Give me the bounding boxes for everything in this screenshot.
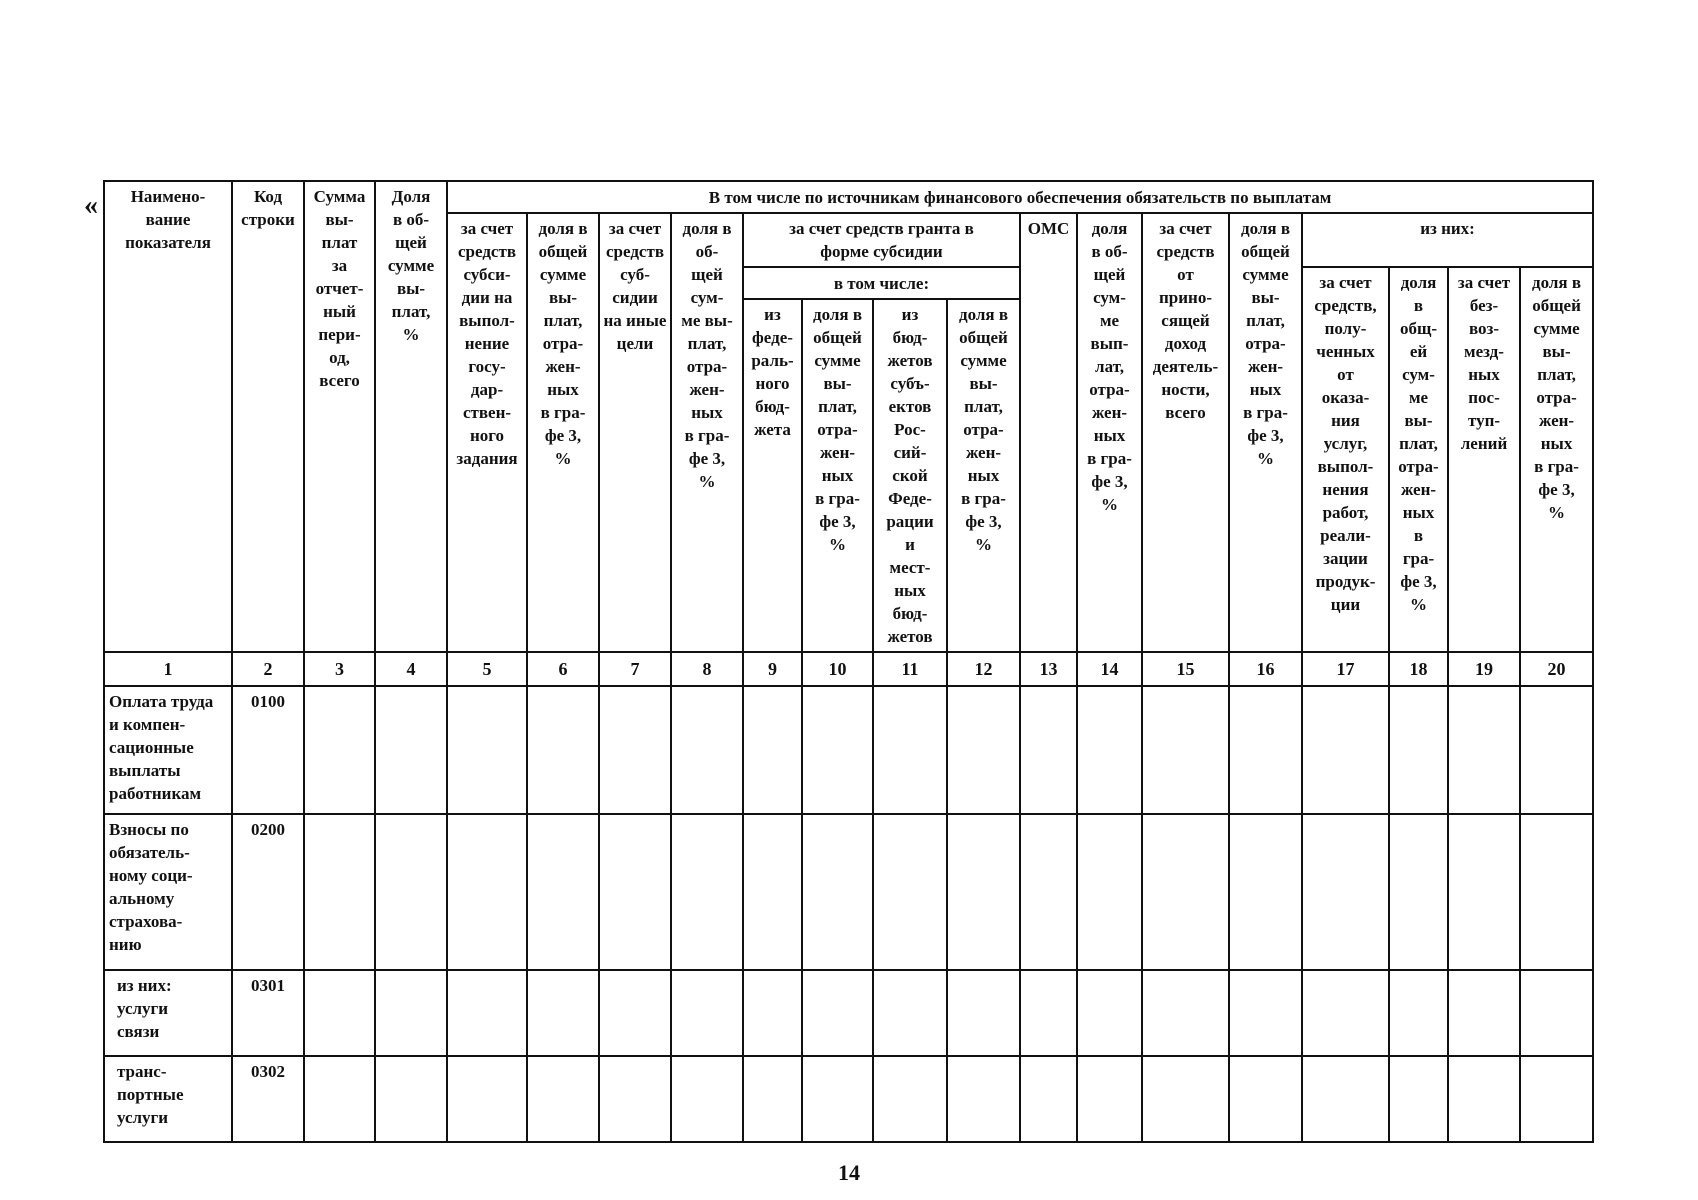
column-number: 12 xyxy=(947,652,1020,686)
empty-cell xyxy=(671,814,743,970)
empty-cell xyxy=(1077,970,1142,1056)
header-col-8: доля в об- щей сум- ме вы- плат, отра- жен- ных в гра- фе 3, % xyxy=(671,213,743,652)
column-number: 5 xyxy=(447,652,527,686)
header-including: в том числе: xyxy=(743,267,1020,299)
column-number: 14 xyxy=(1077,652,1142,686)
empty-cell xyxy=(1302,686,1389,814)
header-col-5: за счет средств субси- дии на выпол- нение госу- дар- ствен- ного задания xyxy=(447,213,527,652)
empty-cell xyxy=(1229,686,1302,814)
empty-cell xyxy=(527,686,599,814)
header-col-14: доля в об- щей сум- ме вып- лат, отра- жен- ных в гра- фе 3, % xyxy=(1077,213,1142,652)
empty-cell xyxy=(1020,686,1077,814)
table-row xyxy=(104,1056,1593,1142)
empty-cell xyxy=(1229,814,1302,970)
column-number: 1 xyxy=(104,652,232,686)
column-number: 2 xyxy=(232,652,304,686)
row-name: Взносы по обязатель- ному соци- альному страхова- нию xyxy=(104,814,232,970)
empty-cell xyxy=(873,814,947,970)
empty-cell xyxy=(1077,814,1142,970)
column-number: 7 xyxy=(599,652,671,686)
column-number: 9 xyxy=(743,652,802,686)
empty-cell xyxy=(1020,1056,1077,1142)
empty-cell xyxy=(375,970,447,1056)
header-col-13: ОМС xyxy=(1020,213,1077,652)
empty-cell xyxy=(1229,1056,1302,1142)
empty-cell xyxy=(1302,1056,1389,1142)
empty-cell xyxy=(743,686,802,814)
table-row xyxy=(104,814,1593,970)
column-number: 18 xyxy=(1389,652,1448,686)
empty-cell xyxy=(873,686,947,814)
row-code: 0301 xyxy=(232,970,304,1056)
empty-cell xyxy=(304,970,375,1056)
empty-cell xyxy=(1389,970,1448,1056)
empty-cell xyxy=(1020,970,1077,1056)
empty-cell xyxy=(802,686,873,814)
empty-cell xyxy=(304,1056,375,1142)
empty-cell xyxy=(1520,686,1593,814)
expenditure-form-table xyxy=(103,180,1594,1143)
column-number: 15 xyxy=(1142,652,1229,686)
empty-cell xyxy=(1520,814,1593,970)
header-col-7: за счет средств суб- сидии на иные цели xyxy=(599,213,671,652)
header-total-sum: Сумма вы- плат за отчет- ный пери- од, всего xyxy=(304,181,375,652)
header-of-them: из них: xyxy=(1302,213,1593,267)
page-number: 14 xyxy=(838,1160,860,1185)
empty-cell xyxy=(802,970,873,1056)
empty-cell xyxy=(599,686,671,814)
row-name: Оплата труда и компен- сационные выплаты работникам xyxy=(104,686,232,814)
header-col-15: за счет средств от прино- сящей доход деятель- ности, всего xyxy=(1142,213,1229,652)
empty-cell xyxy=(304,686,375,814)
empty-cell xyxy=(1229,970,1302,1056)
header-line-code: Код строки xyxy=(232,181,304,652)
header-col-17: за счет средств, полу- ченных от оказа- ния услуг, выпол- нения работ, реали- зации продук- ции xyxy=(1302,267,1389,652)
header-col-19: за счет без- воз- мезд- ных пос- туп- лений xyxy=(1448,267,1520,652)
empty-cell xyxy=(743,970,802,1056)
empty-cell xyxy=(1520,1056,1593,1142)
empty-cell xyxy=(1389,814,1448,970)
empty-cell xyxy=(947,970,1020,1056)
header-funding-sources: В том числе по источникам финансового обеспечения обязательств по выплатам xyxy=(447,181,1593,213)
header-col-10: доля в общей сумме вы- плат, отра- жен- ных в гра- фе 3, % xyxy=(802,299,873,652)
empty-cell xyxy=(1389,686,1448,814)
header-row-1 xyxy=(104,181,1593,213)
empty-cell xyxy=(743,814,802,970)
empty-cell xyxy=(599,814,671,970)
empty-cell xyxy=(1302,970,1389,1056)
empty-cell xyxy=(671,970,743,1056)
column-number: 19 xyxy=(1448,652,1520,686)
empty-cell xyxy=(1142,814,1229,970)
header-col-11: из бюд- жетов субъ- ектов Рос- сий- ской Феде- рации и мест- ных бюд- жетов xyxy=(873,299,947,652)
header-total-share: Доля в об- щей сумме вы- плат, % xyxy=(375,181,447,652)
column-number: 13 xyxy=(1020,652,1077,686)
empty-cell xyxy=(947,814,1020,970)
empty-cell xyxy=(1448,1056,1520,1142)
header-grant-subsidy: за счет средств гранта в форме субсидии xyxy=(743,213,1020,267)
empty-cell xyxy=(1448,970,1520,1056)
empty-cell xyxy=(947,1056,1020,1142)
empty-cell xyxy=(375,686,447,814)
header-col-16: доля в общей сумме вы- плат, отра- жен- ных в гра- фе 3, % xyxy=(1229,213,1302,652)
empty-cell xyxy=(1142,686,1229,814)
empty-cell xyxy=(447,970,527,1056)
header-indicator-name: Наимено- вание показателя xyxy=(104,181,232,652)
column-number: 3 xyxy=(304,652,375,686)
row-name: из них: услуги связи xyxy=(104,970,232,1056)
empty-cell xyxy=(527,814,599,970)
empty-cell xyxy=(1142,970,1229,1056)
empty-cell xyxy=(1077,1056,1142,1142)
empty-cell xyxy=(873,970,947,1056)
header-col-9: из феде- раль- ного бюд- жета xyxy=(743,299,802,652)
opening-quote-mark: « xyxy=(84,190,98,221)
row-name: транс- портные услуги xyxy=(104,1056,232,1142)
column-number: 6 xyxy=(527,652,599,686)
empty-cell xyxy=(743,1056,802,1142)
empty-cell xyxy=(873,1056,947,1142)
empty-cell xyxy=(1448,686,1520,814)
empty-cell xyxy=(599,970,671,1056)
empty-cell xyxy=(1020,814,1077,970)
empty-cell xyxy=(1389,1056,1448,1142)
empty-cell xyxy=(375,1056,447,1142)
column-number: 8 xyxy=(671,652,743,686)
empty-cell xyxy=(1520,970,1593,1056)
empty-cell xyxy=(802,1056,873,1142)
header-col-12: доля в общей сумме вы- плат, отра- жен- ных в гра- фе 3, % xyxy=(947,299,1020,652)
empty-cell xyxy=(1142,1056,1229,1142)
empty-cell xyxy=(527,1056,599,1142)
column-number-row xyxy=(104,652,1593,686)
empty-cell xyxy=(671,686,743,814)
empty-cell xyxy=(447,686,527,814)
column-number: 17 xyxy=(1302,652,1389,686)
empty-cell xyxy=(447,814,527,970)
header-col-18: доля в общ- ей сум- ме вы- плат, отра- жен- ных в гра- фе 3, % xyxy=(1389,267,1448,652)
empty-cell xyxy=(527,970,599,1056)
row-code: 0100 xyxy=(232,686,304,814)
table-row xyxy=(104,970,1593,1056)
empty-cell xyxy=(447,1056,527,1142)
empty-cell xyxy=(802,814,873,970)
empty-cell xyxy=(375,814,447,970)
column-number: 11 xyxy=(873,652,947,686)
empty-cell xyxy=(1302,814,1389,970)
empty-cell xyxy=(599,1056,671,1142)
column-number: 4 xyxy=(375,652,447,686)
empty-cell xyxy=(304,814,375,970)
table-row xyxy=(104,686,1593,814)
column-number: 10 xyxy=(802,652,873,686)
column-number: 16 xyxy=(1229,652,1302,686)
empty-cell xyxy=(671,1056,743,1142)
empty-cell xyxy=(1448,814,1520,970)
empty-cell xyxy=(947,686,1020,814)
row-code: 0200 xyxy=(232,814,304,970)
header-col-20: доля в общей сумме вы- плат, отра- жен- ных в гра- фе 3, % xyxy=(1520,267,1593,652)
row-code: 0302 xyxy=(232,1056,304,1142)
empty-cell xyxy=(1077,686,1142,814)
header-col-6: доля в общей сумме вы- плат, отра- жен- ных в гра- фе 3, % xyxy=(527,213,599,652)
column-number: 20 xyxy=(1520,652,1593,686)
